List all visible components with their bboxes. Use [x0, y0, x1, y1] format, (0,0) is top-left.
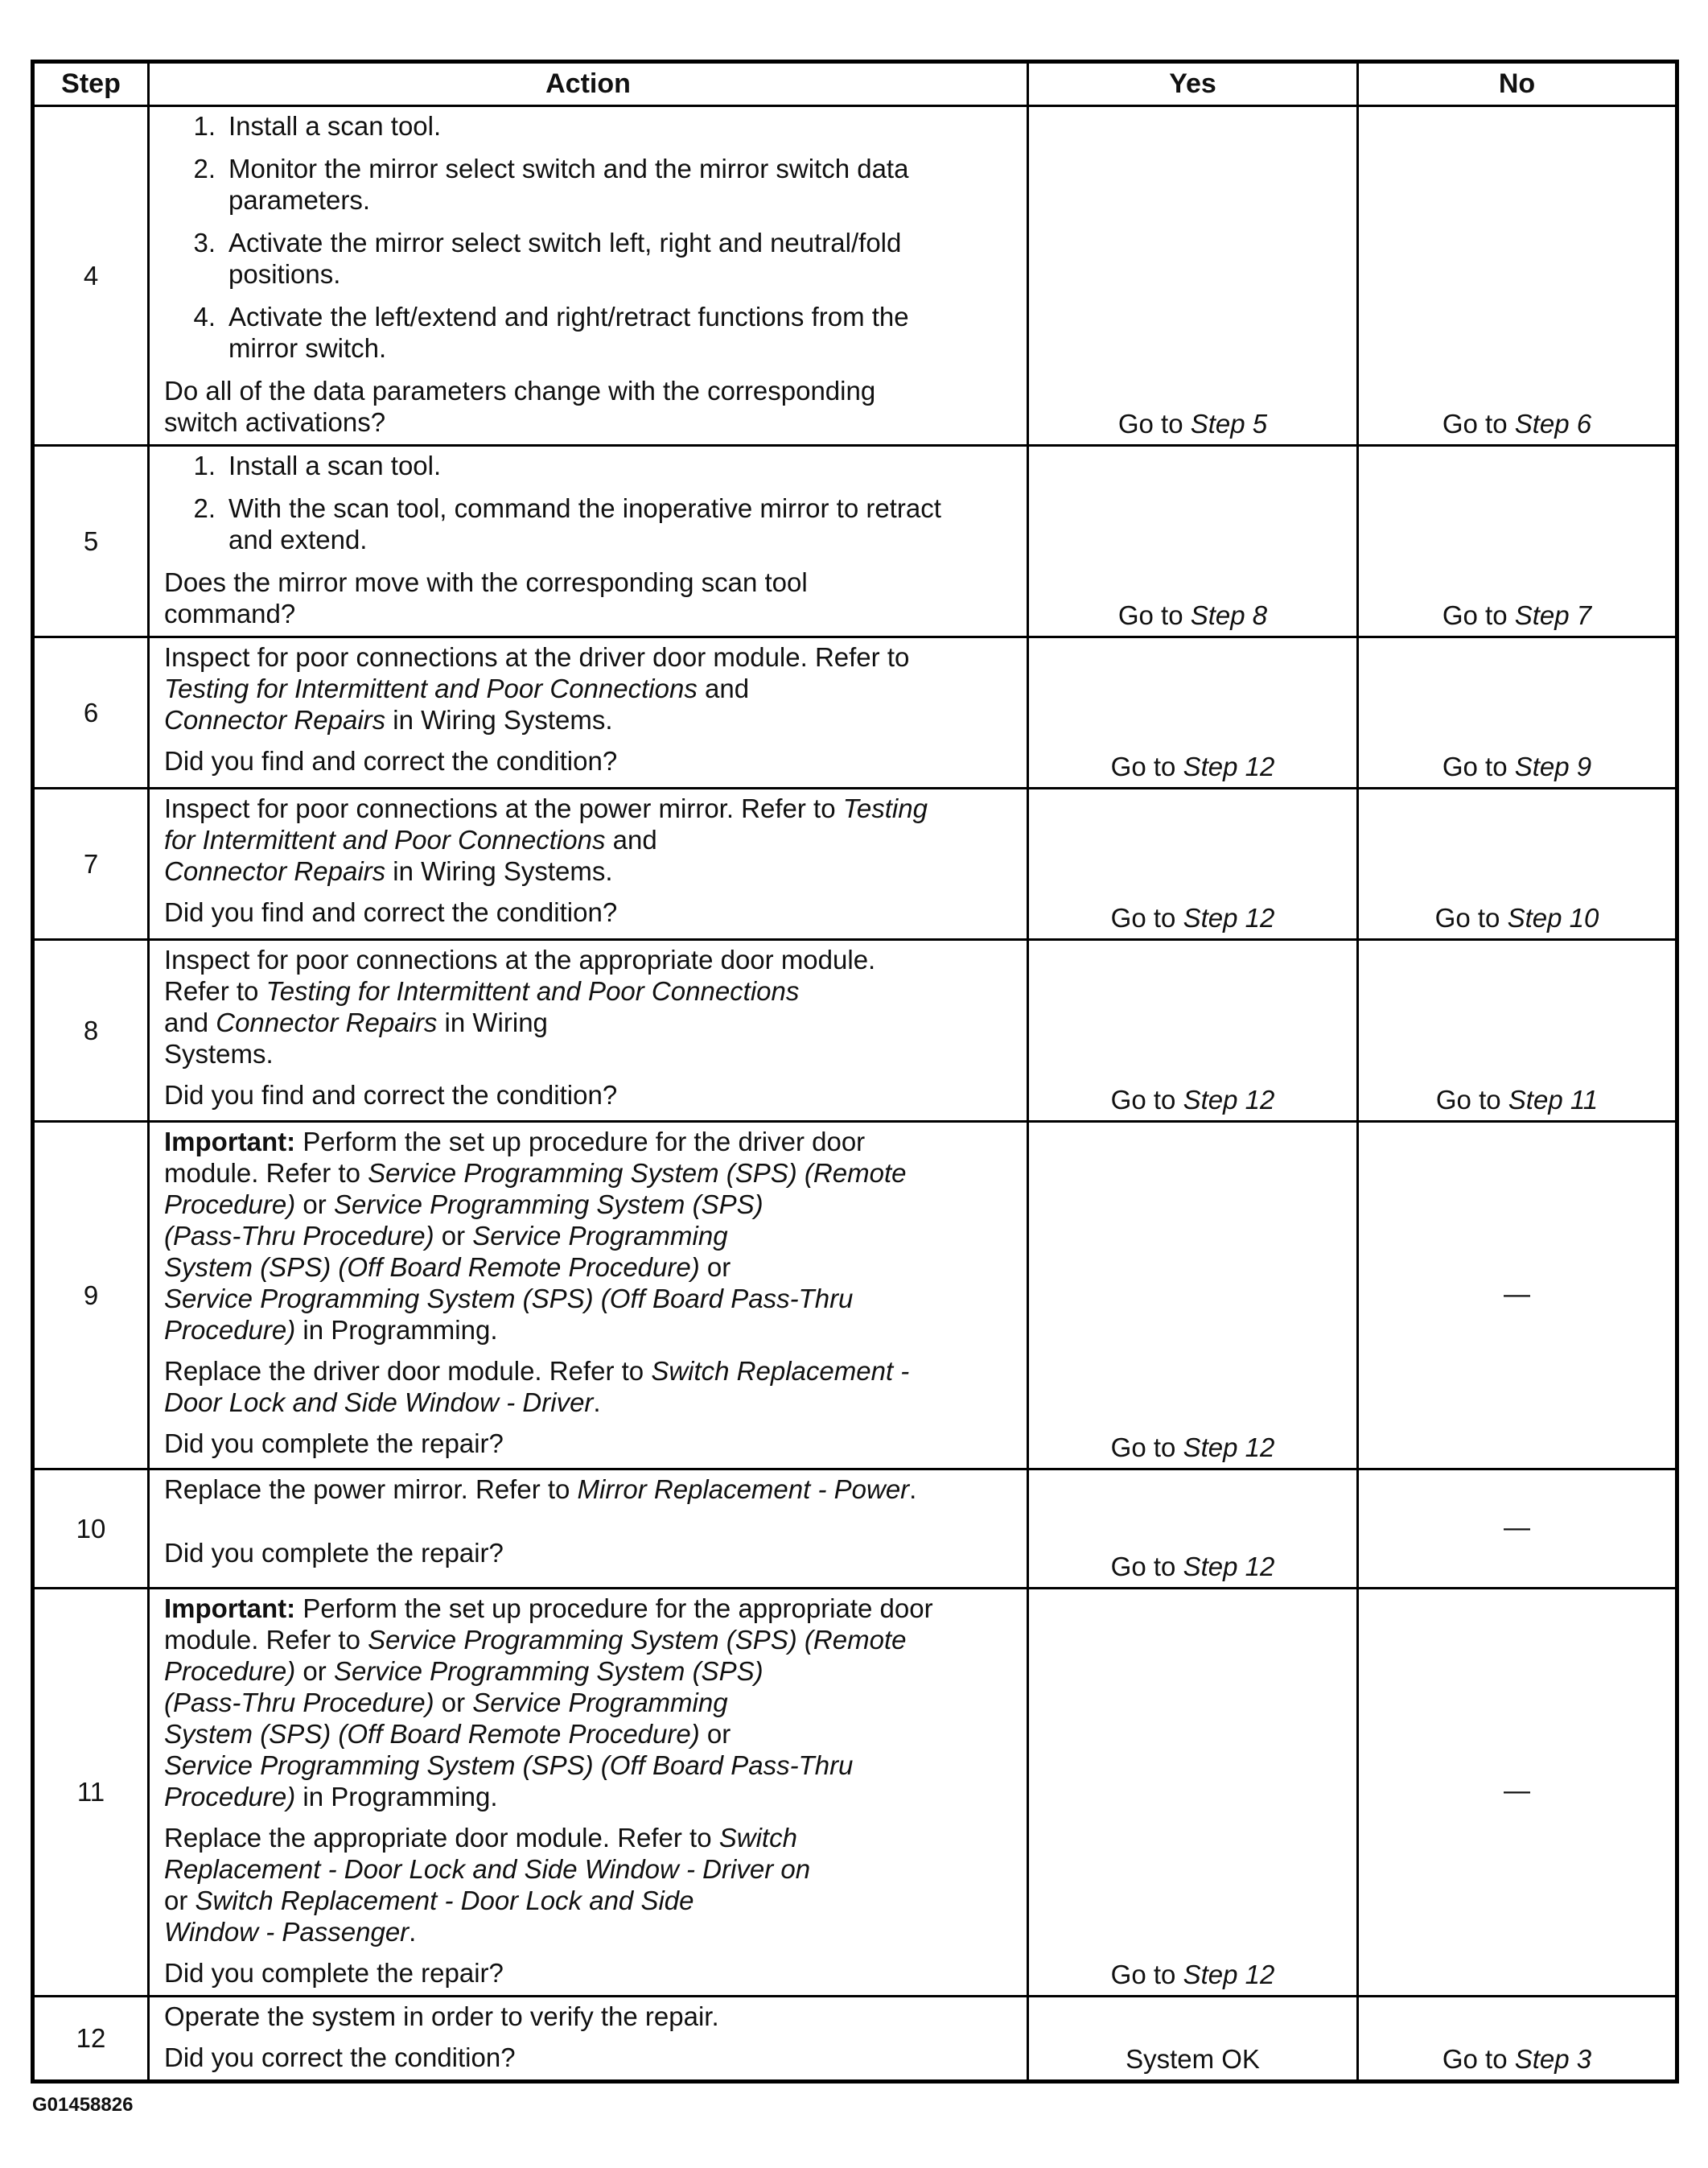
reference-link[interactable]: Procedure) [164, 1656, 296, 1686]
header-yes: Yes [1028, 62, 1358, 106]
action-cell: Operate the system in order to verify the repair. Did you correct the condition? [149, 1997, 1028, 2082]
question-text: Did you find and correct the condition? [164, 746, 618, 776]
table-row [33, 940, 1677, 1122]
reference-link[interactable]: System (SPS) (Off Board Remote Procedure) [164, 1719, 700, 1749]
list-item: 1. Install a scan tool. [193, 451, 442, 480]
question-text: Did you complete the repair? [164, 1428, 504, 1458]
step-link[interactable]: Step 12 [1183, 1085, 1275, 1115]
step-number: 12 [33, 1997, 149, 2082]
no-cell: Go to Step 7 [1358, 446, 1677, 637]
step-link[interactable]: Step 6 [1514, 409, 1592, 439]
step-link[interactable]: Step 12 [1183, 1432, 1275, 1462]
reference-link[interactable]: Service Programming [472, 1221, 728, 1251]
reference-link[interactable]: Service Programming System (SPS) [333, 1656, 763, 1686]
reference-link[interactable]: Testing [842, 793, 928, 823]
no-cell: Go to Step 6 [1358, 106, 1677, 446]
action-cell: Inspect for poor connections at the power mirror. Refer to Testing for Intermittent and Poor Connections and Connector Repairs in Wiring Systems. Did you find and correct the condition? [149, 789, 1028, 940]
yes-cell: Go to Step 12 [1028, 1469, 1358, 1589]
question-text: Did you find and correct the condition? [164, 897, 618, 927]
action-cell [149, 106, 1028, 446]
step-number: 6 [33, 637, 149, 789]
yes-cell: Go to Step 8 [1028, 446, 1358, 637]
no-cell: Go to Step 3 [1358, 1997, 1677, 2082]
reference-link[interactable]: (Pass-Thru Procedure) [164, 1688, 434, 1717]
reference-link[interactable]: Door Lock and Side Window - Driver [164, 1387, 594, 1417]
step-link[interactable]: Step 8 [1190, 600, 1268, 630]
no-cell: Go to Step 9 [1358, 637, 1677, 789]
list-item: 2. With the scan tool, command the inoperative mirror to retract and extend. [193, 493, 941, 554]
step-link[interactable]: Step 12 [1183, 752, 1275, 781]
reference-link[interactable]: System (SPS) (Off Board Remote Procedure) [164, 1252, 700, 1282]
step-number: 8 [33, 940, 149, 1122]
reference-link[interactable]: Connector Repairs [164, 856, 386, 886]
reference-link[interactable]: Service Programming System (SPS) (Off Board Pass-Thru [164, 1284, 854, 1313]
step-link[interactable]: Step 5 [1190, 409, 1268, 439]
reference-link[interactable]: Mirror Replacement - Power [577, 1474, 910, 1504]
no-cell: Go to Step 10 [1358, 789, 1677, 940]
table-row [33, 1589, 1677, 1997]
step-number: 7 [33, 789, 149, 940]
reference-link[interactable]: Procedure) [164, 1782, 296, 1811]
question-text: Do all of the data parameters change with the corresponding switch activations? [164, 376, 876, 437]
reference-link[interactable]: for Intermittent and Poor Connections [164, 825, 606, 855]
reference-link[interactable]: Service Programming System (SPS) (Remote [368, 1625, 907, 1655]
reference-link[interactable]: Window - Passenger [164, 1917, 410, 1947]
reference-link[interactable]: Connector Repairs [216, 1008, 438, 1037]
step-link[interactable]: Step 12 [1183, 1552, 1275, 1581]
step-number: 10 [33, 1469, 149, 1589]
step-number: 9 [33, 1122, 149, 1469]
figure-code: G01458826 [32, 2094, 134, 2116]
step-link[interactable]: Step 12 [1183, 903, 1275, 933]
table-row [33, 789, 1677, 940]
reference-link[interactable]: Service Programming System (SPS) (Remote [368, 1158, 907, 1188]
reference-link[interactable]: Replacement - Door Lock and Side Window - Driver on [164, 1854, 811, 1884]
step-link[interactable]: Step 10 [1507, 903, 1599, 933]
yes-cell: Go to Step 5 [1028, 106, 1358, 446]
step-number: 4 [33, 106, 149, 446]
yes-cell: Go to Step 12 [1028, 789, 1358, 940]
yes-cell: Go to Step 12 [1028, 1589, 1358, 1997]
step-link[interactable]: Step 3 [1514, 2044, 1592, 2074]
list-item: 3. Activate the mirror select switch left, right and neutral/fold positions. [193, 228, 902, 289]
header-row [33, 62, 1677, 106]
table-row [33, 1997, 1677, 2082]
question-text: Does the mirror move with the corresponding scan tool command? [164, 567, 808, 629]
no-cell: — [1358, 1589, 1677, 1997]
reference-link[interactable]: (Pass-Thru Procedure) [164, 1221, 434, 1251]
important-note: Important: Perform the set up procedure for the driver door module. Refer to Service Programming System (SPS) (Remote Procedure) or Service Programming System (SPS) (Pass-Thru Procedure) or Service Programming System (SPS) (Off Board Remote Procedure) or Service Programming System (SPS) (Off Board Pass-Thru Procedure) in Programming. [164, 1127, 907, 1345]
table-row [33, 446, 1677, 637]
header-step: Step [33, 62, 149, 106]
header-action: Action [149, 62, 1028, 106]
yes-cell: Go to Step 12 [1028, 1122, 1358, 1469]
diagnostic-table [31, 60, 1679, 2084]
yes-cell: System OK [1028, 1997, 1358, 2082]
step-link[interactable]: Step 11 [1508, 1085, 1599, 1115]
action-cell: Inspect for poor connections at the driver door module. Refer to Testing for Intermittent and Poor Connections and Connector Repairs in Wiring Systems. Did you find and correct the condition? [149, 637, 1028, 789]
reference-link[interactable]: Switch Replacement - Door Lock and Side [195, 1886, 694, 1915]
list-item: 1. Install a scan tool. [193, 111, 442, 141]
reference-link[interactable]: Testing for Intermittent and Poor Connections [265, 976, 800, 1006]
reference-link[interactable]: Procedure) [164, 1315, 296, 1345]
question-text: Did you find and correct the condition? [164, 1080, 618, 1110]
action-cell [149, 446, 1028, 637]
reference-link[interactable]: Service Programming System (SPS) (Off Board Pass-Thru [164, 1750, 854, 1780]
yes-cell: Go to Step 12 [1028, 637, 1358, 789]
reference-link[interactable]: Switch Replacement - [651, 1356, 910, 1386]
step-link[interactable]: Step 7 [1514, 600, 1592, 630]
step-number: 11 [33, 1589, 149, 1997]
step-link[interactable]: Step 12 [1183, 1960, 1275, 1989]
question-text: Did you correct the condition? [164, 2042, 516, 2072]
table-row [33, 637, 1677, 789]
table-row [33, 106, 1677, 446]
reference-link[interactable]: Testing for Intermittent and Poor Connections [164, 674, 698, 703]
reference-link[interactable]: Service Programming System (SPS) [333, 1189, 763, 1219]
table-row [33, 1469, 1677, 1589]
step-link[interactable]: Step 9 [1514, 752, 1592, 781]
list-item: 4. Activate the left/extend and right/retract functions from the mirror switch. [193, 302, 909, 363]
table-row [33, 1122, 1677, 1469]
list-item: 2. Monitor the mirror select switch and the mirror switch data parameters. [193, 154, 909, 215]
reference-link[interactable]: Connector Repairs [164, 705, 386, 735]
question-text: Did you complete the repair? [164, 1538, 504, 1568]
action-cell: Inspect for poor connections at the appropriate door module. Refer to Testing for Intermittent and Poor Connections and Connector Repairs in Wiring Systems. Did you find and correct the condition? [149, 940, 1028, 1122]
action-cell: Important: Perform the set up procedure for the driver door module. Refer to Service Programming System (SPS) (Remote Procedure) or Service Programming System (SPS) (Pass-Thru Procedure) or Service Programming System (SPS) (Off Board Remote Procedure) or Service Programming System (SPS) (Off Board Pass-Thru Procedure) in Programming. Replace the driver door module. Refer to Switch Replacement - Door Lock and Side Window - Driver. Did you complete the repair? [149, 1122, 1028, 1469]
action-cell: Replace the power mirror. Refer to Mirror Replacement - Power. Did you complete the repair? [149, 1469, 1028, 1589]
action-cell: Important: Perform the set up procedure for the appropriate door module. Refer to Service Programming System (SPS) (Remote Procedure) or Service Programming System (SPS) (Pass-Thru Procedure) or Service Programming System (SPS) (Off Board Remote Procedure) or Service Programming System (SPS) (Off Board Pass-Thru Procedure) in Programming. Replace the appropriate door module. Refer to Switch Replacement - Door Lock and Side Window - Driver on or Switch Replacement - Door Lock and Side Window - Passenger. Did you complete the repair? [149, 1589, 1028, 1997]
no-cell: — [1358, 1469, 1677, 1589]
step-number: 5 [33, 446, 149, 637]
reference-link[interactable]: Procedure) [164, 1189, 296, 1219]
no-cell: Go to Step 11 [1358, 940, 1677, 1122]
reference-link[interactable]: Switch [718, 1823, 797, 1853]
no-cell: — [1358, 1122, 1677, 1469]
yes-cell: Go to Step 12 [1028, 940, 1358, 1122]
question-text: Did you complete the repair? [164, 1958, 504, 1988]
important-note: Important: Perform the set up procedure for the appropriate door module. Refer to Service Programming System (SPS) (Remote Procedure) or Service Programming System (SPS) (Pass-Thru Procedure) or Service Programming System (SPS) (Off Board Remote Procedure) or Service Programming System (SPS) (Off Board Pass-Thru Procedure) in Programming. [164, 1593, 933, 1811]
header-no: No [1358, 62, 1677, 106]
reference-link[interactable]: Service Programming [472, 1688, 728, 1717]
